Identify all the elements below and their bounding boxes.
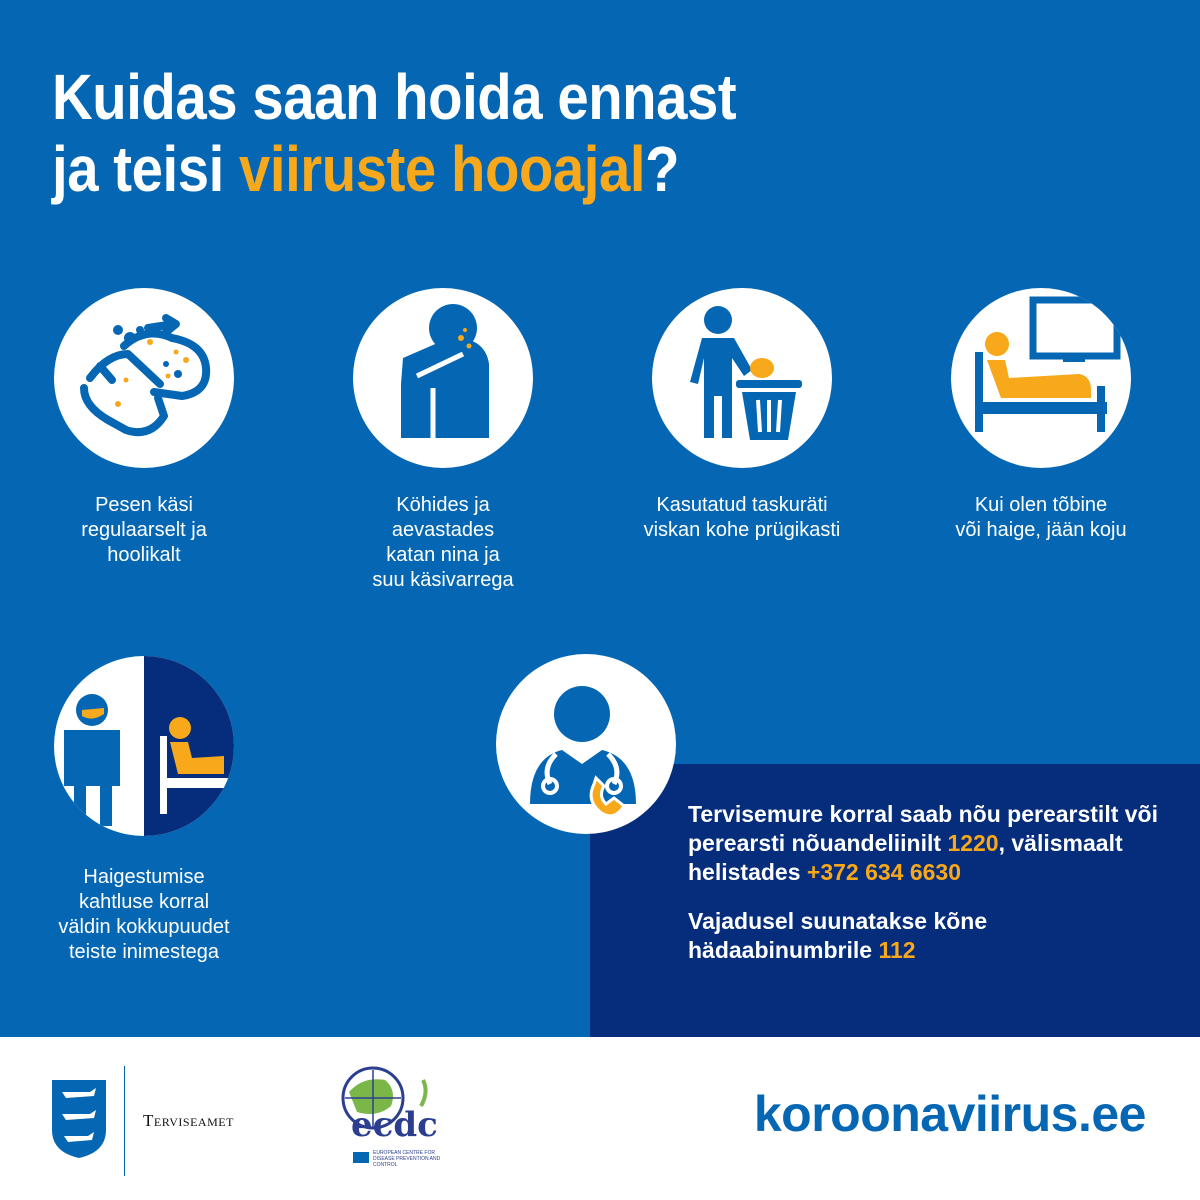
- headline-line2-suffix: ?: [645, 132, 680, 205]
- agency-name: Terviseamet: [143, 1111, 234, 1130]
- ecdc-wordmark: ecdc: [351, 1105, 438, 1145]
- headline-line2-prefix: ja teisi: [52, 132, 239, 205]
- abroad-phone-number: +372 634 6630: [806, 859, 962, 885]
- headline-line1: Kuidas saan hoida ennast: [52, 61, 737, 133]
- tip-caption-tissue: Kasutatud taskuräti viskan kohe prügikasti: [643, 494, 841, 541]
- info-paragraph-1: Tervisemure korral saab nõu perearstilt või perearsti nõuandeliinilt 1220, välismaalt helistades +372 634 6630: [688, 801, 1158, 885]
- estonian-coat-of-arms-icon: [50, 1078, 108, 1160]
- tip-caption-stay-home: Kui olen tõbine või haige, jään koju: [955, 494, 1127, 541]
- doctor-phone-icon: [496, 654, 676, 834]
- handwashing-icon: [54, 288, 234, 468]
- cough-into-elbow-icon: [353, 288, 533, 468]
- website-link[interactable]: koroonaviirus.ee: [753, 1086, 1146, 1142]
- tissue-in-bin-icon: [652, 288, 832, 468]
- headline: [52, 62, 736, 205]
- nurse-line-number: 1220: [947, 830, 999, 856]
- ecdc-logo: [333, 1066, 463, 1176]
- tip-caption-handwashing: Pesen käsi regulaarselt ja hoolikalt: [81, 494, 207, 566]
- tip-caption-avoid-contact: Haigestumise kahtluse korral väldin kokkupuudet teiste inimestega: [58, 866, 230, 963]
- stay-home-in-bed-icon: [951, 288, 1131, 468]
- ecdc-subtitle: EUROPEAN CENTRE FOR DISEASE PREVENTION AND CONTROL: [373, 1150, 441, 1168]
- info-paragraph-2: Vajadusel suunatakse kõne hädaabinumbrile 112: [688, 908, 988, 963]
- tip-caption-cough: Köhides ja aevastades katan nina ja suu käsivarrega: [372, 494, 514, 591]
- info-text: [688, 800, 1168, 985]
- emergency-number: 112: [878, 937, 916, 963]
- footer-divider: [124, 1066, 125, 1176]
- headline-highlight: viiruste hooajal: [239, 132, 646, 205]
- avoid-contact-icon: [54, 656, 234, 836]
